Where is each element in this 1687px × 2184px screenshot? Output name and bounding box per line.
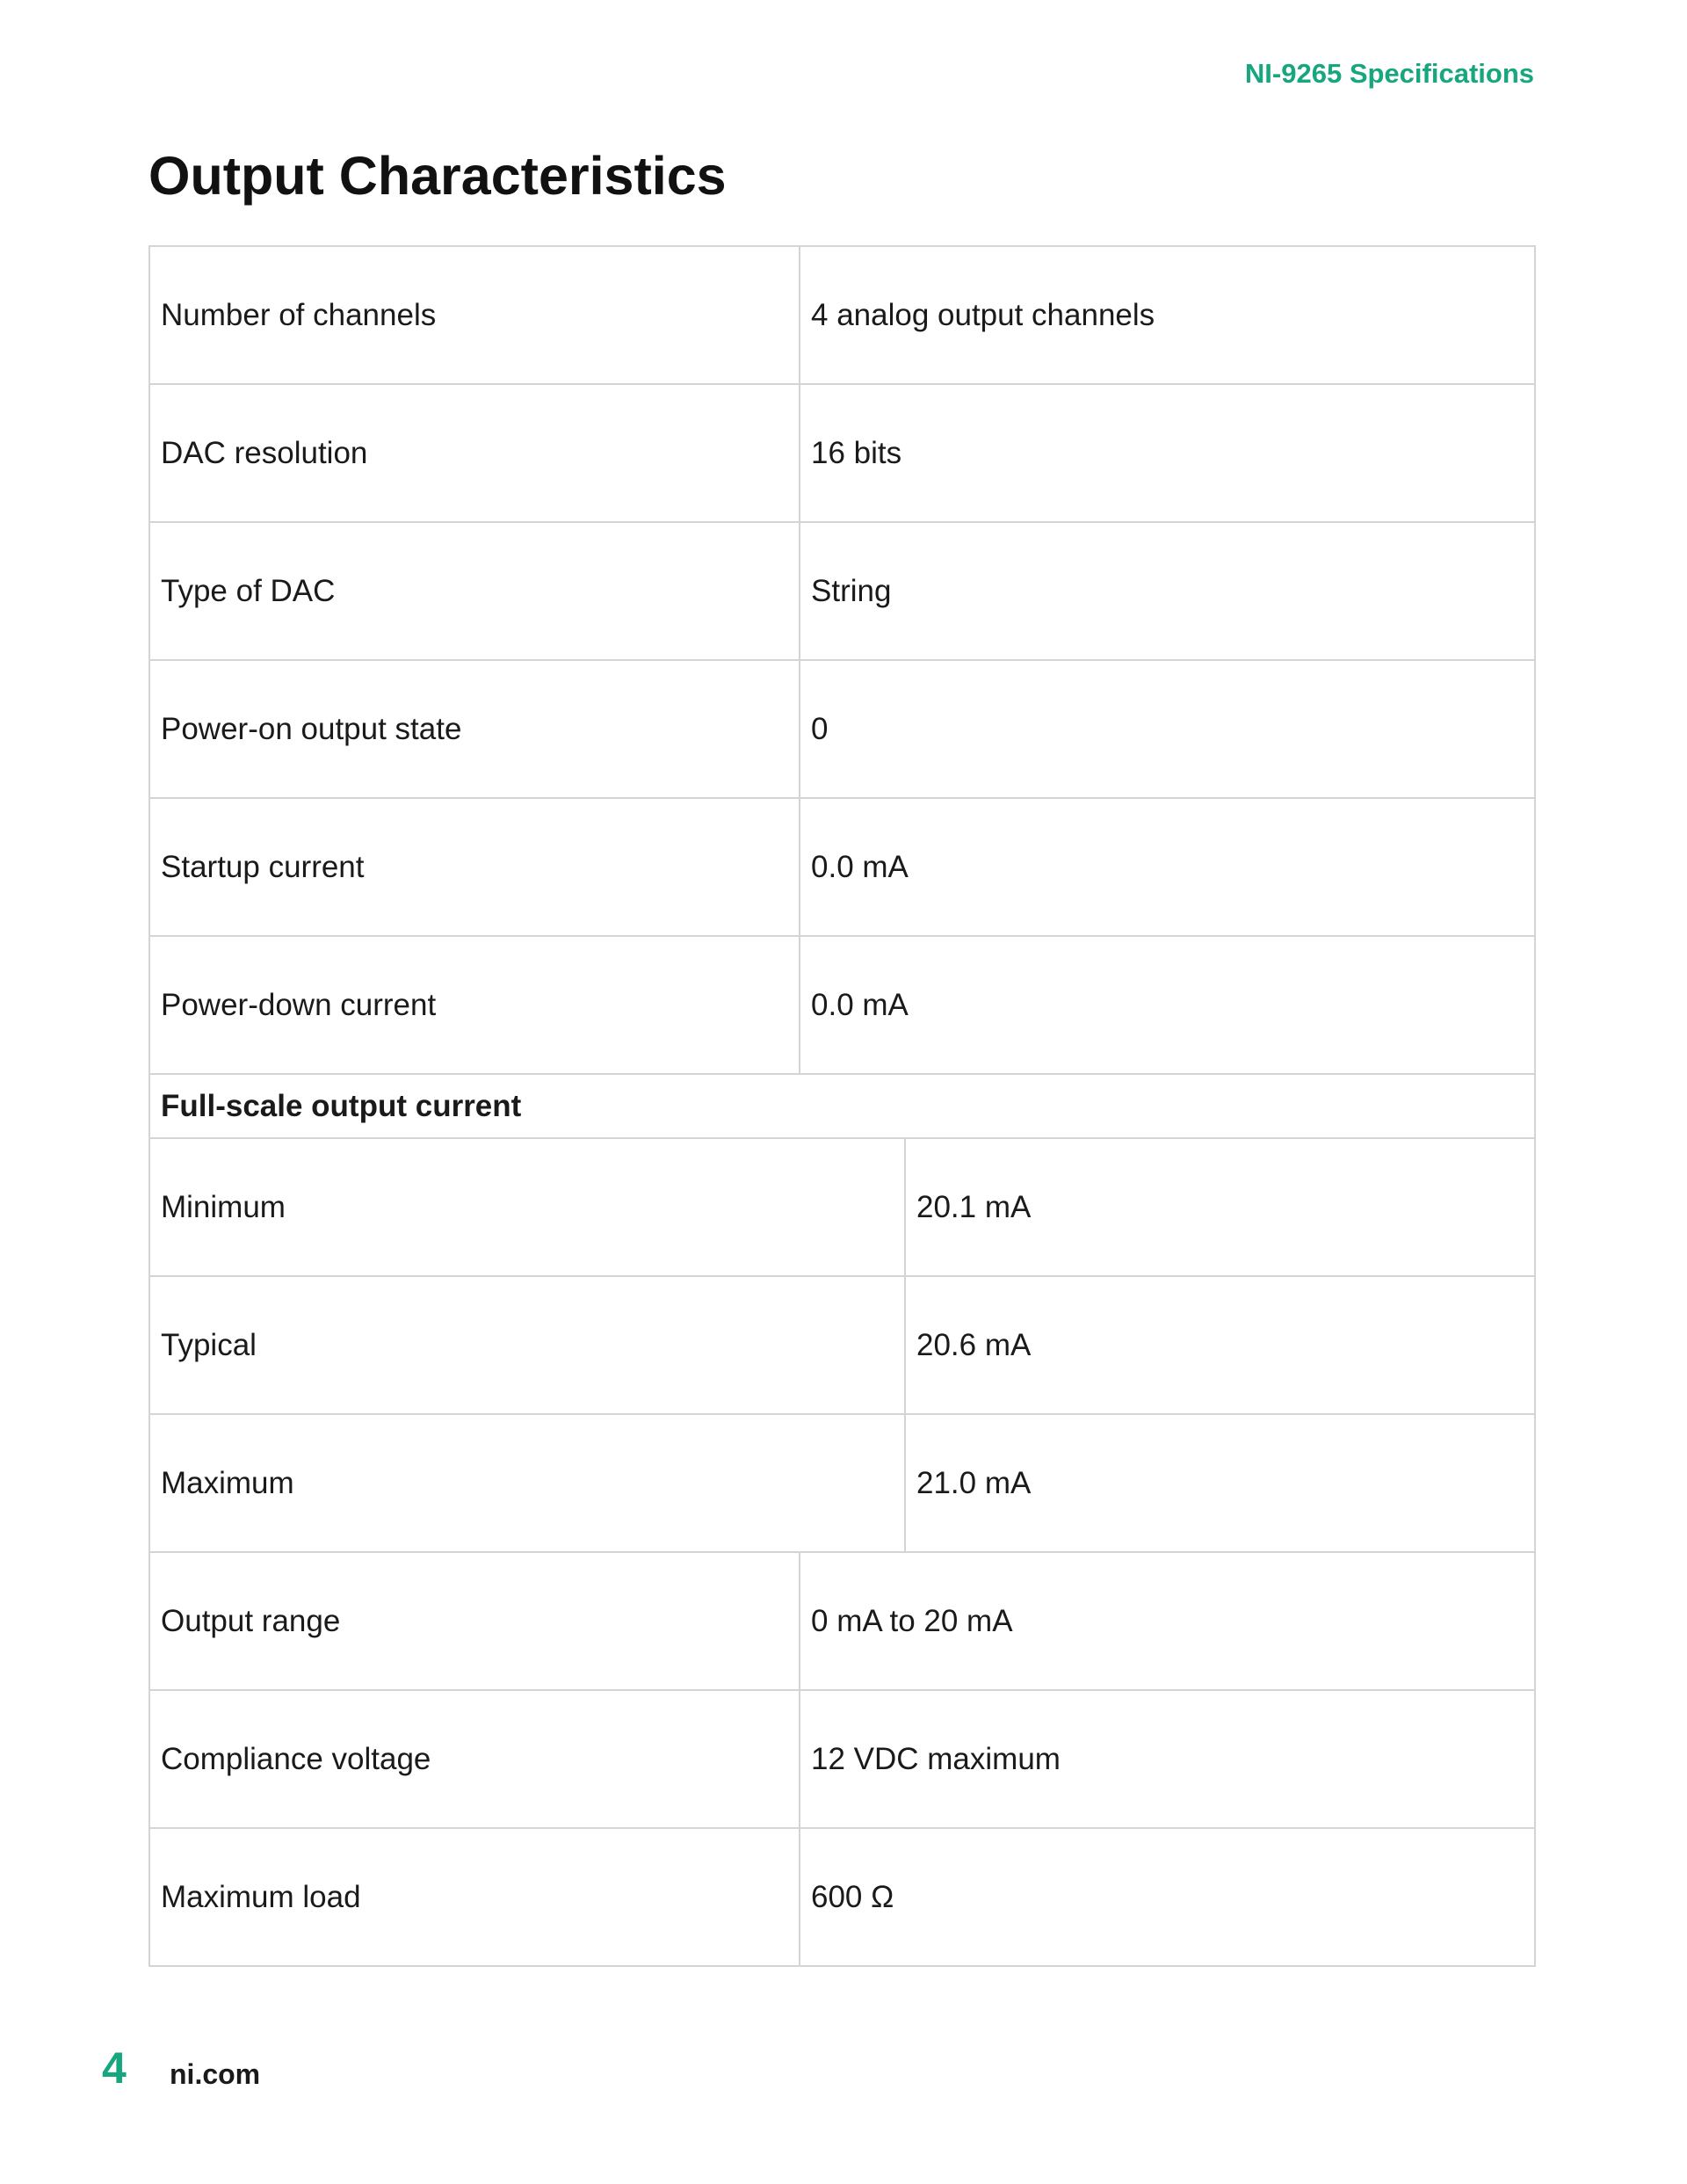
table-row (149, 1276, 1535, 1414)
table-row (149, 1828, 1535, 1966)
spec-value: 12 VDC maximum (800, 1690, 1535, 1828)
table-row (149, 1414, 1535, 1552)
spec-value: 0 (800, 660, 1535, 798)
table-row (149, 384, 1535, 522)
section-title: Output Characteristics (148, 146, 727, 206)
spec-label: Output range (149, 1552, 800, 1690)
spec-label: Maximum load (149, 1828, 800, 1966)
spec-label: Type of DAC (149, 522, 800, 660)
spec-label: Typical (149, 1276, 905, 1414)
spec-label: Startup current (149, 798, 800, 936)
spec-label: Number of channels (149, 246, 800, 384)
spec-value: String (800, 522, 1535, 660)
table-row (149, 246, 1535, 384)
table-row (149, 1552, 1535, 1690)
spec-label: Power-on output state (149, 660, 800, 798)
page-number: 4 (102, 2043, 127, 2093)
spec-value: 20.6 mA (905, 1276, 1535, 1414)
table-row (149, 936, 1535, 1074)
table-row (149, 798, 1535, 936)
table-row (149, 660, 1535, 798)
table-row (149, 1138, 1535, 1276)
group-header-label: Full-scale output current (149, 1074, 1535, 1138)
spec-value: 20.1 mA (905, 1138, 1535, 1276)
spec-label: Power-down current (149, 936, 800, 1074)
table-row (149, 522, 1535, 660)
spec-value: 16 bits (800, 384, 1535, 522)
spec-label: Maximum (149, 1414, 905, 1552)
spec-value: 4 analog output channels (800, 246, 1535, 384)
spec-label: Compliance voltage (149, 1690, 800, 1828)
spec-value: 600 Ω (800, 1828, 1535, 1966)
document-title: NI-9265 Specifications (1244, 58, 1534, 89)
spec-label: Minimum (149, 1138, 905, 1276)
output-characteristics-table (148, 245, 1536, 1967)
spec-label: DAC resolution (149, 384, 800, 522)
spec-value: 0.0 mA (800, 936, 1535, 1074)
spec-value: 0.0 mA (800, 798, 1535, 936)
table-group-header (149, 1074, 1535, 1138)
spec-value: 0 mA to 20 mA (800, 1552, 1535, 1690)
spec-value: 21.0 mA (905, 1414, 1535, 1552)
table-row (149, 1690, 1535, 1828)
footer-site: ni.com (170, 2058, 261, 2090)
